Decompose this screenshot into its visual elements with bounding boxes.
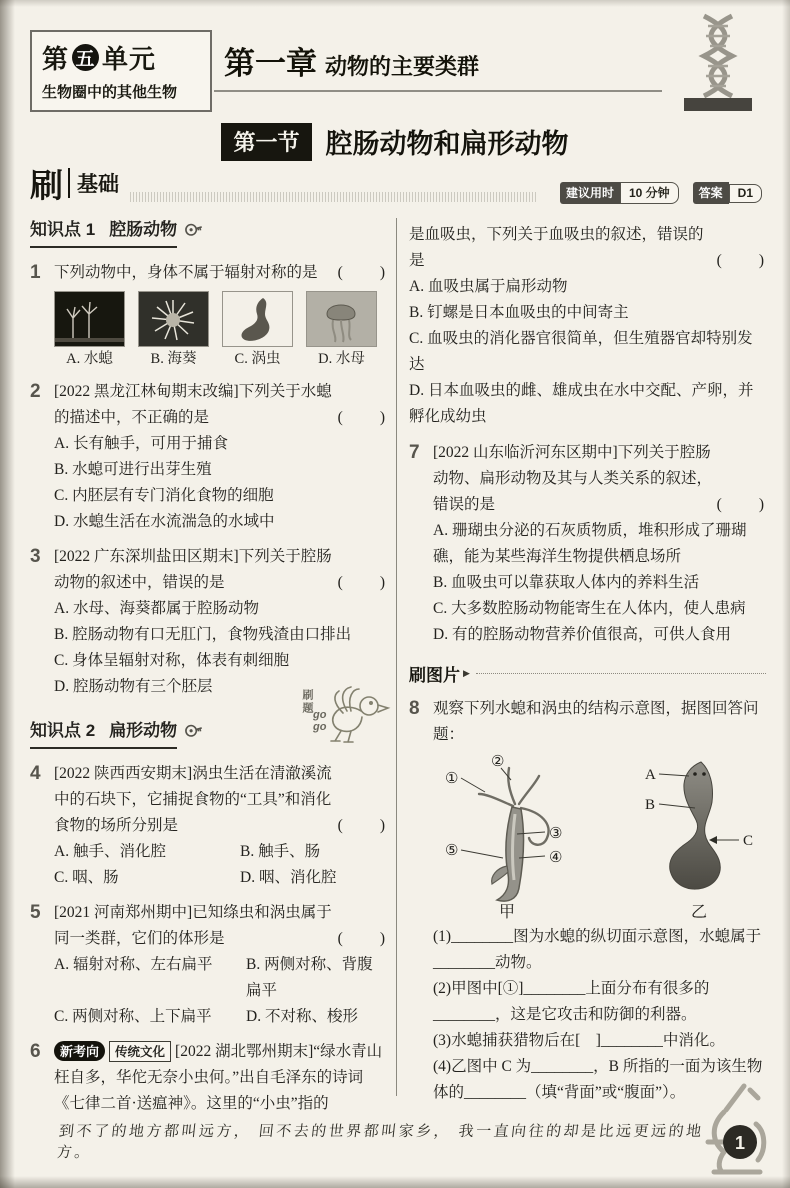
unit-number-badge: 五	[72, 44, 99, 71]
brush-basics-header	[30, 163, 387, 203]
page-number: 1	[734, 1133, 746, 1153]
meta-row	[560, 182, 762, 204]
answer-paren: ( )	[337, 409, 387, 426]
option: A. 辐射对称、左右扁平	[54, 956, 213, 973]
option: A. 长有触手，可用于捕食	[54, 435, 228, 452]
figure-label: A. 水螅	[66, 351, 113, 367]
answer-ref	[693, 182, 762, 204]
answer-paren: ( )	[337, 817, 387, 834]
time-label: 建议用时	[560, 182, 620, 204]
question-stem: [2021 河南郑州期中]已知绦虫和涡虫属于同一类群，它们的体形是 ( )	[54, 900, 387, 952]
answer-paren: ( )	[337, 574, 387, 591]
structure-diagram	[433, 752, 766, 920]
brush-pictures-header	[409, 660, 766, 686]
chapter-heading	[224, 38, 479, 83]
traditional-culture-badge: 传统文化	[109, 1041, 171, 1062]
scan-shadow-bottom	[0, 1176, 790, 1188]
answer-label: 答案	[693, 182, 729, 204]
option: D. 有的腔肠动物营养价值很高，可供人食用	[433, 626, 731, 643]
hydra-label-3: ③	[549, 826, 563, 842]
question-stem: 观察下列水螅和涡虫的结构示意图，据图回答问题：	[433, 700, 759, 743]
option: D. 日本血吸虫的雌、雄成虫在水中交配、产卵，并孵化成幼虫	[409, 382, 754, 425]
question-stem: 下列动物中，身体不属于辐射对称的是 ( )	[54, 260, 387, 286]
figure-label: C. 涡虫	[234, 351, 281, 367]
figure-sea-anemone	[138, 291, 209, 370]
diagram-yi-caption: 乙	[691, 904, 708, 920]
animal-figures	[54, 291, 387, 370]
time-value: 10 分钟	[620, 182, 679, 204]
option: A. 珊瑚虫分泌的石灰质物质，堆积形成了珊瑚礁，能为某些海洋生物提供栖息场所	[433, 522, 747, 565]
question-stem: 新考向 传统文化 [2022 湖北鄂州期末]“绿水青山枉自多，华佗无奈小虫何。”出自毛泽东的诗词《七律二首·送瘟神》。这里的“小虫”指的	[54, 1043, 383, 1112]
option: B. 水螅可进行出芽生殖	[54, 461, 212, 478]
chapter-label: 第一章	[224, 46, 317, 81]
hydra-label-4: ④	[549, 850, 563, 866]
left-column	[30, 163, 387, 1126]
sub-question-2: (2)甲图中[①]________上面分布有很多的________，这是它攻击和防御的利器。	[433, 980, 710, 1023]
brush-basics-small: 基础	[77, 173, 119, 196]
question-stem: [2022 广东深圳盐田区期末]下列关于腔肠动物的叙述中，错误的是 ( )	[54, 544, 387, 596]
option: B. 触手、肠	[240, 843, 321, 860]
sub-question-3: (3)水螅捕获猎物后在[ ]________中消化。	[433, 1032, 725, 1049]
unit-subtitle: 生物圈中的其他生物	[42, 84, 178, 101]
new-trend-badge: 新考向	[54, 1041, 105, 1061]
answer-paren: ( )	[337, 264, 387, 281]
question-1	[30, 260, 387, 370]
sub-question-1: (1)________图为水螅的纵切面示意图，水螅属于________动物。	[433, 928, 762, 971]
planarian-label-c: C	[743, 833, 754, 849]
option: D. 不对称、梭形	[246, 1008, 358, 1025]
duck-caption: 刷题	[301, 689, 313, 715]
sea-anemone-photo	[138, 291, 209, 347]
section-badge: 第一节	[221, 123, 311, 161]
planarian-label-a: A	[645, 767, 656, 783]
option: A. 触手、消化腔	[54, 843, 166, 860]
planarian-photo	[222, 291, 293, 347]
option: C. 两侧对称、上下扁平	[54, 1008, 212, 1025]
answer-paren: ( )	[716, 252, 766, 269]
option: C. 内胚层有专门消化食物的细胞	[54, 487, 274, 504]
question-3	[30, 544, 387, 700]
figure-planarian	[222, 291, 293, 370]
question-2	[30, 379, 387, 535]
column-divider	[396, 218, 397, 1096]
jellyfish-photo	[306, 291, 377, 347]
unit-title	[42, 39, 200, 76]
footer-quote: 到不了的地方都叫远方， 回不去的世界都叫家乡， 我一直向往的却是比远更远的地方。	[55, 1122, 705, 1161]
diagram-jia-caption: 甲	[499, 904, 516, 920]
question-8	[409, 696, 766, 1106]
question-stem: [2022 黑龙江林甸期末改编]下列关于水螅的描述中，不正确的是 ( )	[54, 379, 387, 431]
unit-box	[30, 30, 212, 112]
option: D. 咽、消化腔	[240, 869, 337, 886]
brush-basics-bar	[68, 168, 70, 198]
question-number: 8	[409, 698, 420, 719]
key-icon	[183, 721, 205, 739]
kp1-label: 知识点 1	[30, 220, 96, 239]
option: A. 血吸虫属于扁形动物	[409, 278, 568, 295]
duck-caption-go: go go	[313, 709, 327, 733]
planarian-label-b: B	[645, 797, 656, 813]
option: B. 钉螺是日本血吸虫的中间寄主	[409, 304, 629, 321]
question-number: 4	[30, 763, 41, 784]
option: D. 腔肠动物有三个胚层	[54, 678, 213, 695]
hydra-label-5: ⑤	[445, 843, 459, 859]
chapter-rule-line	[214, 90, 662, 92]
right-column	[409, 222, 766, 1115]
option: B. 两侧对称、背腹扁平	[246, 956, 373, 999]
brush-pictures-label: 刷图片	[409, 665, 460, 685]
question-5	[30, 900, 387, 1030]
option: B. 血吸虫可以靠获取人体内的养料生活	[433, 574, 700, 591]
suggested-time	[560, 182, 679, 204]
question-6-continued	[409, 222, 766, 430]
option: D. 水螅生活在水流湍急的水域中	[54, 513, 275, 530]
question-number: 7	[409, 442, 420, 463]
key-icon	[183, 220, 205, 238]
kp2-label: 知识点 2	[30, 721, 96, 740]
section-title: 腔肠动物和扁形动物	[325, 129, 569, 159]
question-number: 2	[30, 381, 41, 402]
answer-paren: ( )	[716, 496, 766, 513]
question-6	[30, 1039, 387, 1117]
question-number: 6	[30, 1041, 41, 1062]
dna-helix-icon	[682, 12, 754, 121]
option: C. 身体呈辐射对称，体表有刺细胞	[54, 652, 290, 669]
dotted-rule	[476, 673, 766, 674]
figure-hydra	[54, 291, 125, 370]
option: A. 水母、海葵都属于腔肠动物	[54, 600, 259, 617]
hydra-label-2: ②	[491, 754, 505, 770]
scan-shadow-right	[782, 0, 790, 1188]
question-stem-continuation: 是血吸虫，下列关于血吸虫的叙述，错误的是 ( )	[409, 222, 766, 274]
chapter-title: 动物的主要类群	[325, 54, 480, 79]
unit-prefix: 第	[42, 44, 70, 74]
figure-label: D. 水母	[318, 351, 365, 367]
question-stem: [2022 山东临沂河东区期中]下列关于腔肠动物、扁形动物及其与人类关系的叙述，错误的是 ( )	[433, 440, 766, 518]
page-number-microscope	[700, 1080, 774, 1188]
sub-question-4: (4)乙图中 C 为________，B 所指的一面为该生物体的________（填“背面”或“腹面”）。	[433, 1058, 763, 1101]
question-number: 1	[30, 262, 41, 283]
kp1-title: 腔肠动物	[109, 220, 178, 239]
answer-value: D1	[729, 184, 762, 203]
figure-label: B. 海葵	[150, 351, 197, 367]
option: C. 咽、肠	[54, 869, 119, 886]
option: B. 腔肠动物有口无肛门，食物残渣由口排出	[54, 626, 352, 643]
option: C. 血吸虫的消化器官很简单，但生殖器官却特别发达	[409, 330, 753, 373]
hydra-planarian-diagram	[433, 752, 773, 920]
hydra-photo	[54, 291, 125, 347]
option: C. 大多数腔肠动物能寄生在人体内，使人患病	[433, 600, 746, 617]
question-number: 3	[30, 546, 41, 567]
knowledge-point-1	[30, 215, 387, 248]
unit-suffix: 单元	[102, 44, 157, 74]
brush-basics-big: 刷	[30, 166, 63, 204]
question-number: 5	[30, 902, 41, 923]
question-4	[30, 761, 387, 891]
section-heading	[0, 122, 790, 161]
scan-shadow-left	[0, 0, 15, 1188]
question-stem: [2022 陕西西安期末]涡虫生活在清澈溪流中的石块下，它捕捉食物的“工具”和消化食物的场所分别是 ( )	[54, 761, 387, 839]
scan-shadow-top	[0, 0, 790, 7]
question-7	[409, 440, 766, 648]
duck-cartoon	[299, 683, 391, 760]
kp2-title: 扁形动物	[109, 721, 178, 740]
answer-paren: ( )	[337, 930, 387, 947]
triangle-arrow-icon: ▶	[463, 668, 470, 678]
hydra-label-1: ①	[445, 771, 459, 787]
figure-jellyfish	[306, 291, 377, 370]
